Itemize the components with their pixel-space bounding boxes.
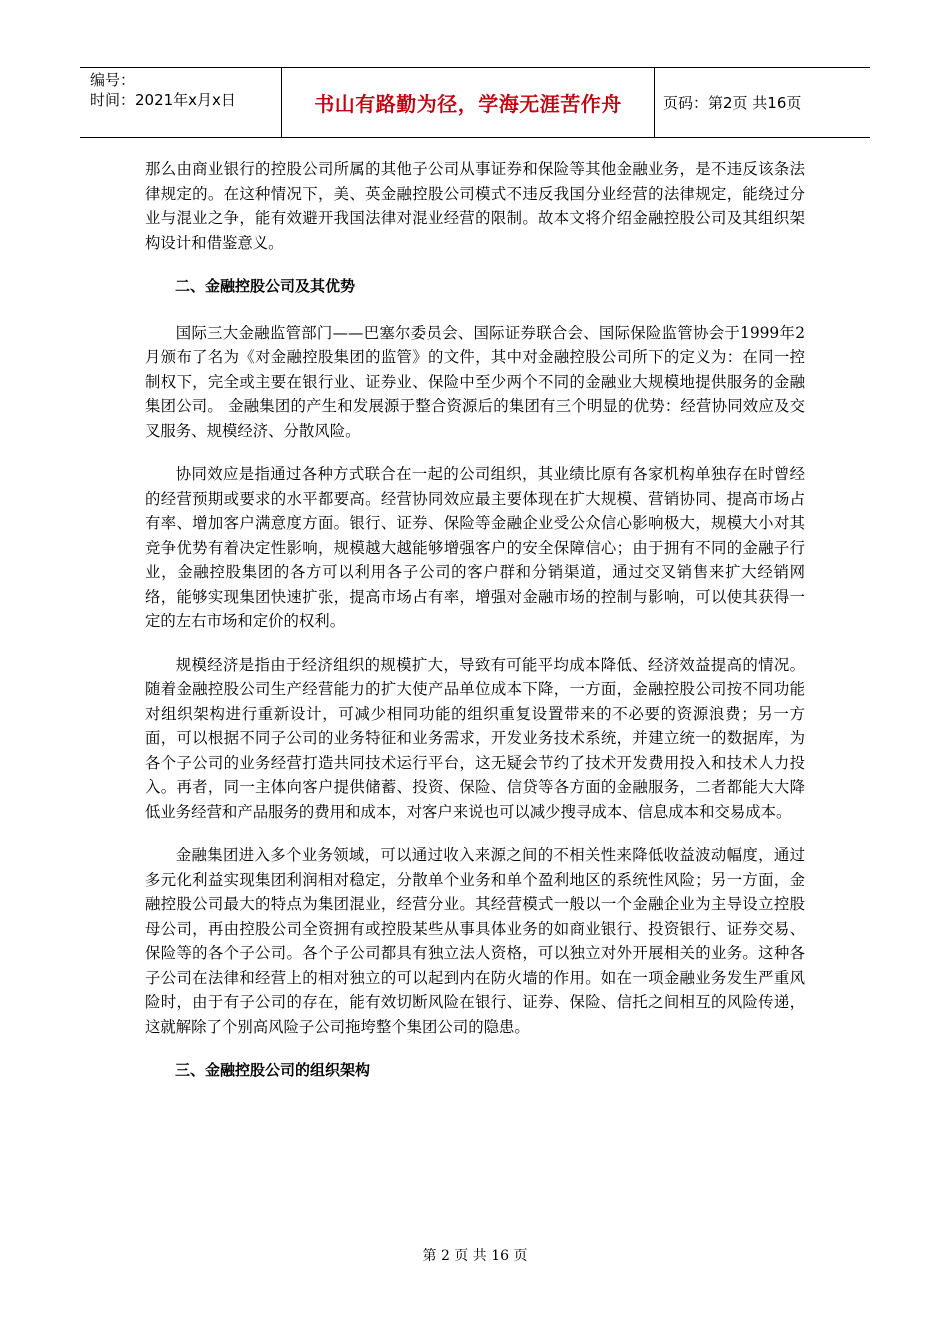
header-meta [80, 68, 282, 137]
paragraph-scale-economy: 规模经济是指由于经济组织的规模扩大，导致有可能平均成本降低、经济效益提高的情况。随着金融控股公司生产经营能力的扩大使产品单位成本下降，一方面，金融控股公司按不同功能对组织架构进行重新设计，可减少相同功能的组织重复设置带来的不必要的资源浪费；另一方面，可以根据不同子公司的业务特征和业务需求，开发业务技术系统，并建立统一的数据库，为各个子公司的业务经营打造共同技术运行平台，这无疑会节约了技术开发费用投入和技术人力投入。再者，同一主体向客户提供储蓄、投资、保险、信贷等各方面的金融服务，二者都能大大降低业务经营和产品服务的费用和成本，对客户来说也可以减少搜寻成本、信息成本和交易成本。 [145, 655, 805, 821]
header-motto: 书山有路勤为径，学海无涯苦作舟 [282, 68, 655, 137]
paragraph-definition: 国际三大金融监管部门——巴塞尔委员会、国际证券联合会、国际保险监管协会于1999年2月颁布了名为《对金融控股集团的监管》的文件，其中对金融控股公司所下的定义为：在同一控制权下，完全或主要在银行业、证券业、保险中至少两个不同的金融业大规模地提供服务的金融集团公司。 金融集团的产生和发展源于整合资源后的集团有三个明显的优势：经营协同效应及交叉服务、规模经济、分散风险。 [145, 323, 805, 440]
document-number-label: 编号： [90, 71, 136, 89]
header-page-number: 页码：第2页 共16页 [663, 94, 802, 112]
document-body [145, 157, 805, 1105]
paragraph-risk-diversification: 金融集团进入多个业务领域，可以通过收入来源之间的不相关性来降低收益波动幅度，通过多元化利益实现集团利润相对稳定，分散单个业务和单个盈利地区的系统性风险；另一方面，金融控股公司最大的特点为集团混业，经营分业。其经营模式一般以一个金融企业为主导设立控股母公司，再由控股公司全资拥有或控股某些从事具体业务的如商业银行、投资银行、证券交易、保险等的各个子公司。各个子公司都具有独立法人资格，可以独立对外开展相关的业务。这种各子公司在法律和经营上的相对独立的可以起到内在防火墙的作用。如在一项金融业务发生严重风险时，由于有子公司的存在，能有效切断风险在银行、证券、保险、信托之间相互的风险传递，这就解除了个别高风险子公司拖垮整个集团公司的隐患。 [145, 846, 805, 1036]
page-header [80, 67, 870, 138]
page-footer: 第 2 页 共 16 页 [422, 1248, 528, 1264]
section-heading-2: 二、金融控股公司及其优势 [175, 277, 356, 295]
section-heading-3: 三、金融控股公司的组织架构 [175, 1061, 371, 1079]
paragraph-intro: 那么由商业银行的控股公司所属的其他子公司从事证券和保险等其他金融业务，是不违反该条法律规定的。在这种情况下，美、英金融控股公司模式不违反我国分业经营的法律规定，能绕过分业与混业之争，能有效避开我国法律对混业经营的限制。故本文将介绍金融控股公司及其组织架构设计和借鉴意义。 [145, 160, 805, 252]
paragraph-synergy: 协同效应是指通过各种方式联合在一起的公司组织，其业绩比原有各家机构单独存在时曾经的经营预期或要求的水平都要高。经营协同效应最主要体现在扩大规模、营销协同、提高市场占有率、增加客户满意度方面。银行、证券、保险等金融企业受公众信心影响极大，规模大小对其竞争优势有着决定性影响，规模越大越能够增强客户的安全保障信心；由于拥有不同的金融子行业，金融控股集团的各方可以利用各子公司的客户群和分销渠道，通过交叉销售来扩大经销网络，能够实现集团快速扩张，提高市场占有率，增强对金融市场的控制与影响，可以使其获得一定的左右市场和定价的权利。 [145, 465, 805, 630]
document-date: 时间：2021年x月x日 [90, 91, 236, 109]
